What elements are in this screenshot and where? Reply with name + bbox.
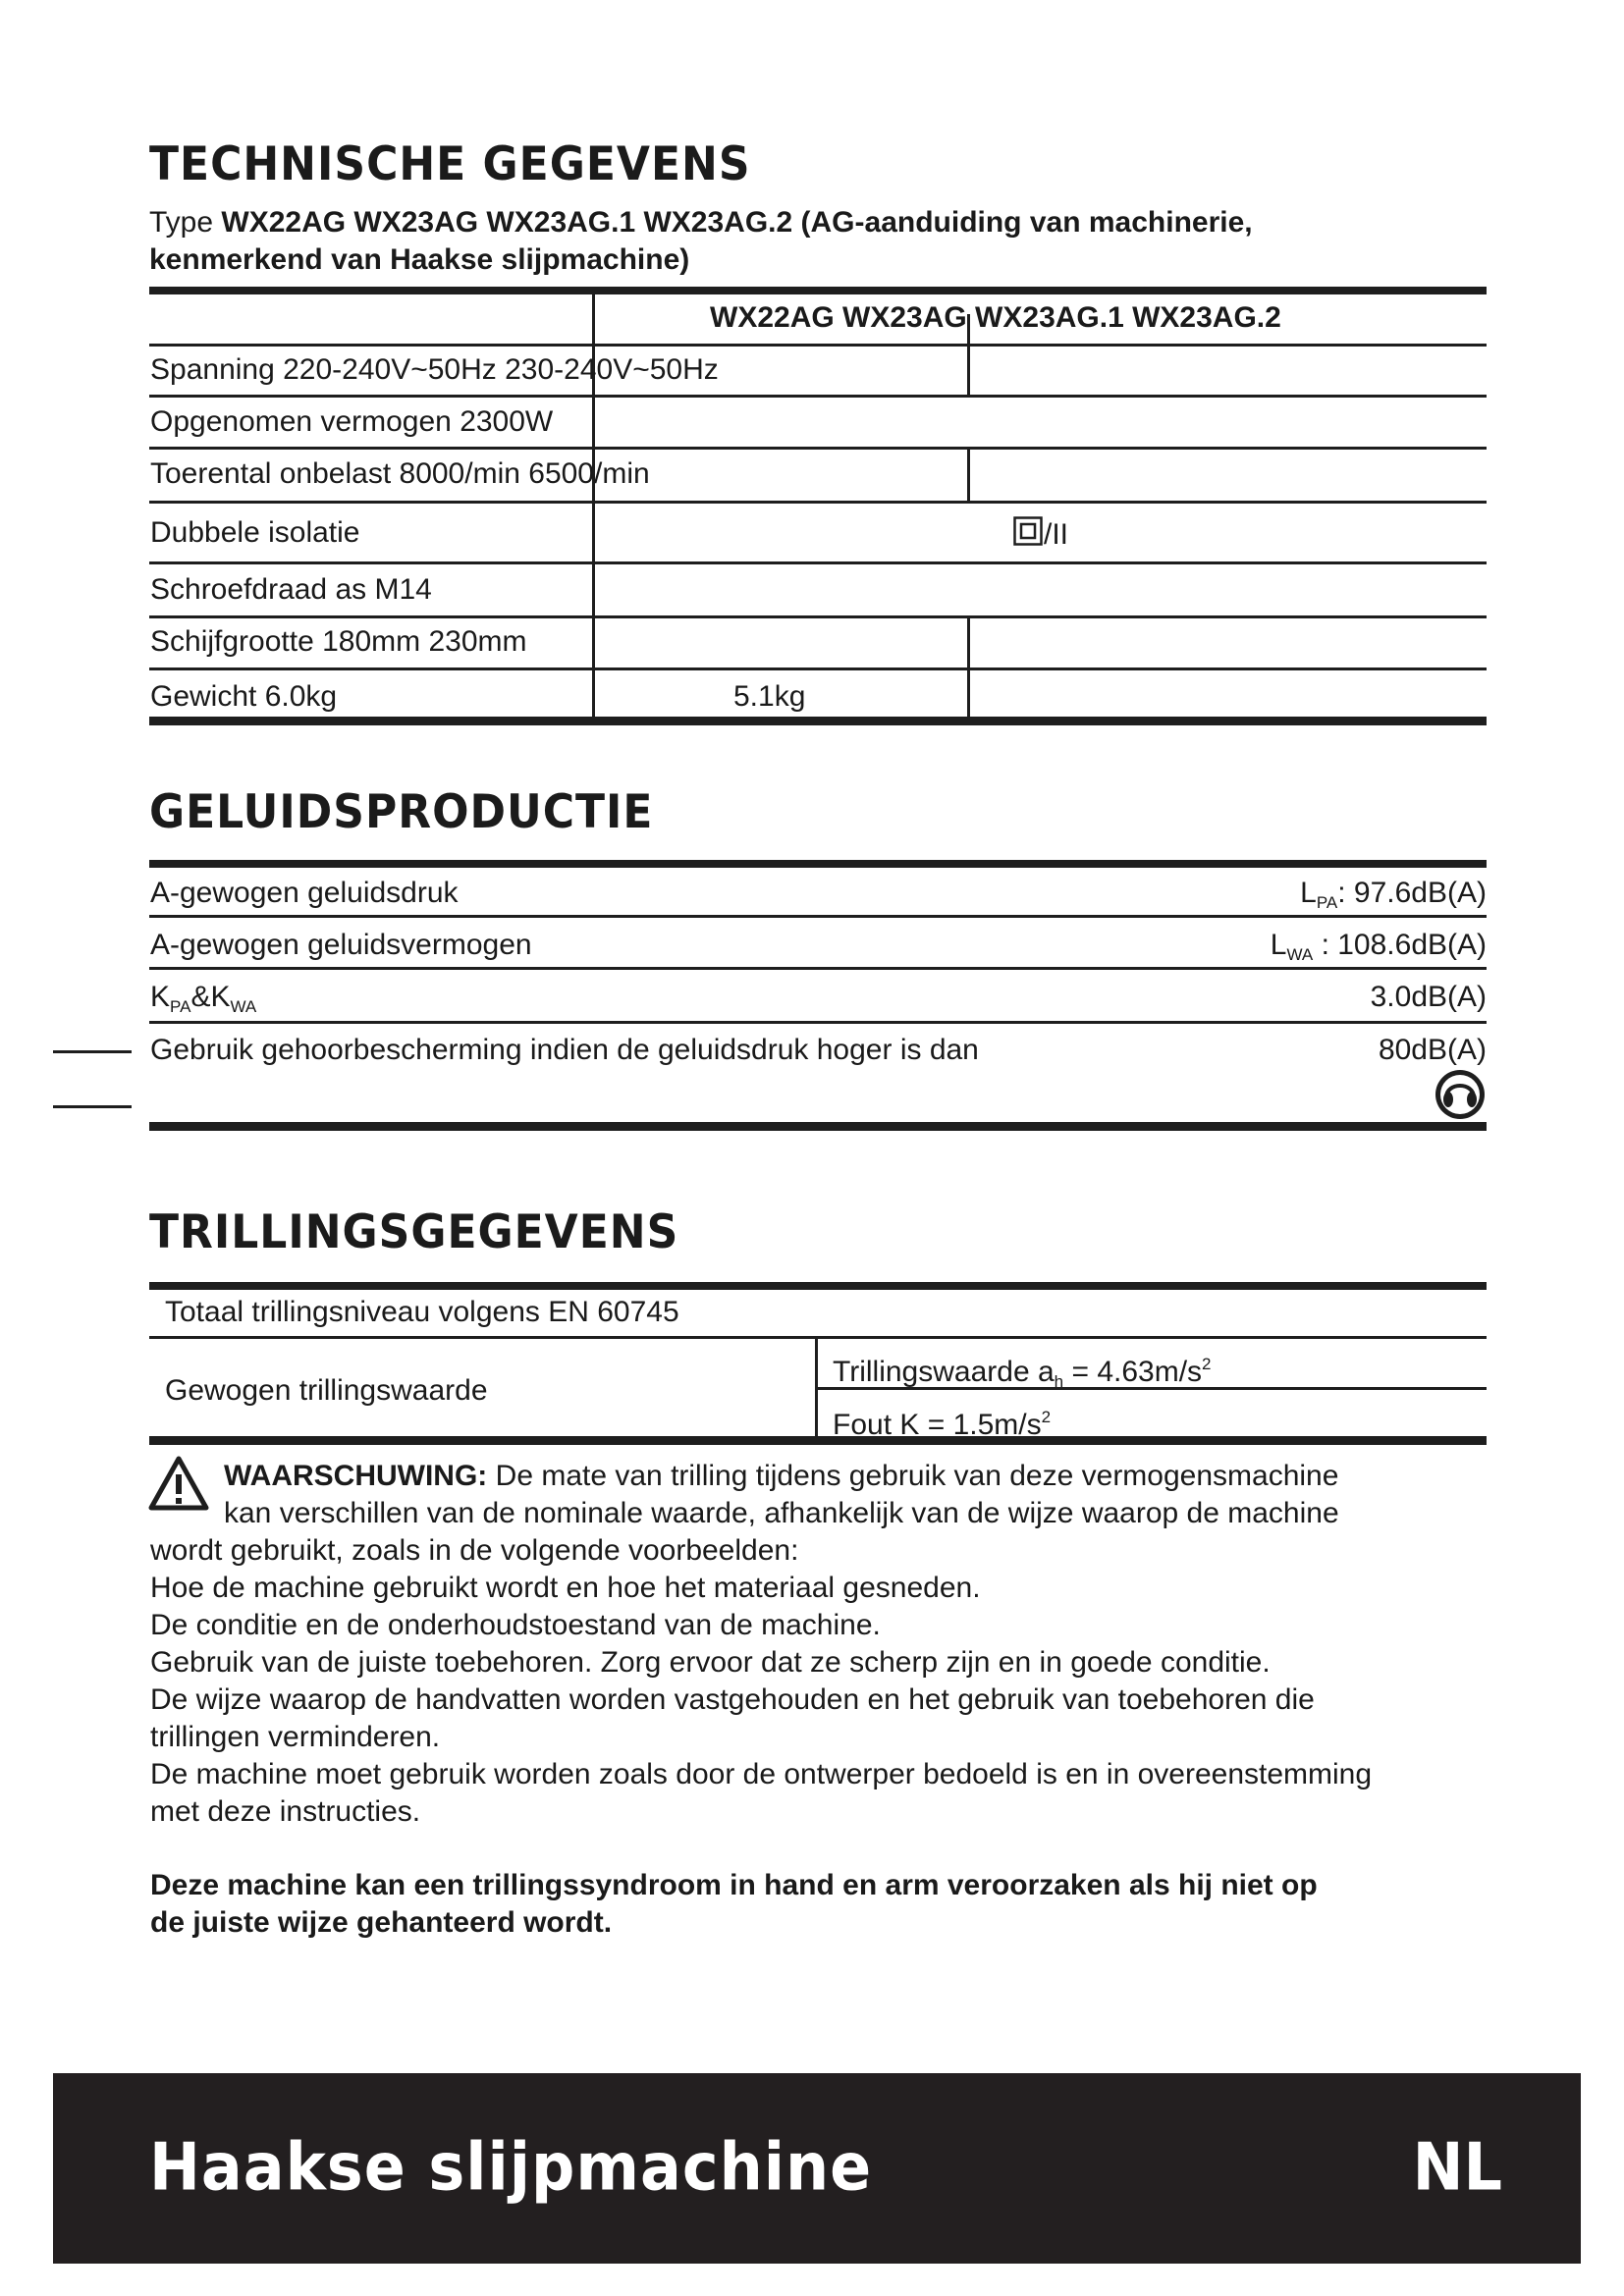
warning-bold-line-1: Deze machine kan een trillingssyndroom in hand en arm veroorzaken als hij niet op: [150, 1869, 1318, 1901]
footer-bar: [53, 2073, 1581, 2264]
warning-line-5: De conditie en de onderhoudstoestand van de machine.: [150, 1609, 881, 1641]
type-prefix: Type: [149, 206, 222, 239]
margin-mark-1: [53, 1050, 132, 1053]
sound-power-value: $L_{WA}$ : 108.6dB(A): [1270, 929, 1487, 964]
ear-protection-icon: [1434, 1068, 1487, 1126]
row-thread: Schroefdraad as M14: [150, 573, 432, 606]
row-weight-value: 5.1kg: [733, 680, 806, 713]
uncertainty-value: 3.0dB(A): [1370, 981, 1487, 1013]
warning-line-9: De machine moet gebruik worden zoals door de ontwerper bedoeld is en in overeenstemming: [150, 1758, 1373, 1790]
warning-line-6: Gebruik van de juiste toebehoren. Zorg ervoor dat ze scherp zijn en in goede conditie.: [150, 1646, 1271, 1679]
footer-title: Haakse slijpmachine: [149, 2128, 873, 2206]
hearing-protection-label: Gebruik gehoorbescherming indien de geluidsdruk hoger is dan: [150, 1034, 979, 1066]
vibration-weighted-label: Gewogen trillingswaarde: [165, 1374, 488, 1407]
warning-line-4: Hoe de machine gebruikt wordt en hoe het materiaal gesneden.: [150, 1572, 981, 1604]
row-disc-size: Schijfgrootte 180mm 230mm: [150, 625, 527, 658]
footer-language: NL: [1412, 2128, 1502, 2206]
double-insulation-icon: [1013, 516, 1043, 551]
hearing-protection-value: 80dB(A): [1378, 1034, 1487, 1066]
double-insulation-class: /II: [1044, 518, 1069, 551]
warning-line-1: WAARSCHUWING: De mate van trilling tijdens gebruik van deze vermogensmachine: [224, 1460, 1339, 1492]
tech-header-models: WX22AG WX23AG WX23AG.1 WX23AG.2: [710, 301, 1281, 334]
row-voltage: Spanning 220-240V~50Hz 230-240V~50Hz: [150, 353, 719, 386]
vibration-error: Fout $K = 1.5m/s^2$: [833, 1408, 1052, 1441]
uncertainty-label: $K_{PA}\&K_{WA}$: [150, 981, 257, 1016]
vibration-heading: TRILLINGSGEGEVENS: [149, 1205, 679, 1260]
sound-heading: GELUIDSPRODUCTIE: [149, 785, 654, 840]
row-speed: Toerental onbelast 8000/min 6500/min: [150, 457, 650, 490]
row-double-insulation: Dubbele isolatie: [150, 516, 360, 549]
vibration-value: Trillingswaarde $a_h = 4.63m/s^2$: [833, 1355, 1212, 1391]
warning-label: WAARSCHUWING:: [224, 1460, 488, 1492]
vibration-total-label: Totaal trillingsniveau volgens EN 60745: [165, 1296, 679, 1328]
type-line-1: [149, 206, 1253, 240]
sound-pressure-value: $L_{PA}$: 97.6dB(A): [1300, 877, 1487, 912]
sound-power-label: A-gewogen geluidsvermogen: [150, 929, 532, 961]
warning-line-10: met deze instructies.: [150, 1795, 421, 1828]
warning-line-3: wordt gebruikt, zoals in de volgende voorbeelden:: [150, 1534, 799, 1567]
type-line-2: kenmerkend van Haakse slijpmachine): [149, 243, 690, 276]
tech-heading: TECHNISCHE GEGEVENS: [149, 137, 751, 192]
row-weight: Gewicht 6.0kg: [150, 680, 338, 713]
warning-line-8: trillingen verminderen.: [150, 1721, 441, 1753]
margin-mark-2: [53, 1105, 132, 1108]
warning-line-2: kan verschillen van de nominale waarde, afhankelijk van de wijze waarop de machine: [224, 1497, 1339, 1529]
warning-triangle-icon: [147, 1455, 210, 1517]
warning-line-7: De wijze waarop de handvatten worden vastgehouden en het gebruik van toebehoren die: [150, 1683, 1315, 1716]
type-models: WX22AG WX23AG WX23AG.1 WX23AG.2 (AG-aanduiding van machinerie,: [221, 206, 1253, 239]
sound-pressure-label: A-gewogen geluidsdruk: [150, 877, 459, 909]
row-power: Opgenomen vermogen 2300W: [150, 405, 554, 438]
warning-bold-line-2: de juiste wijze gehanteerd wordt.: [150, 1906, 613, 1939]
